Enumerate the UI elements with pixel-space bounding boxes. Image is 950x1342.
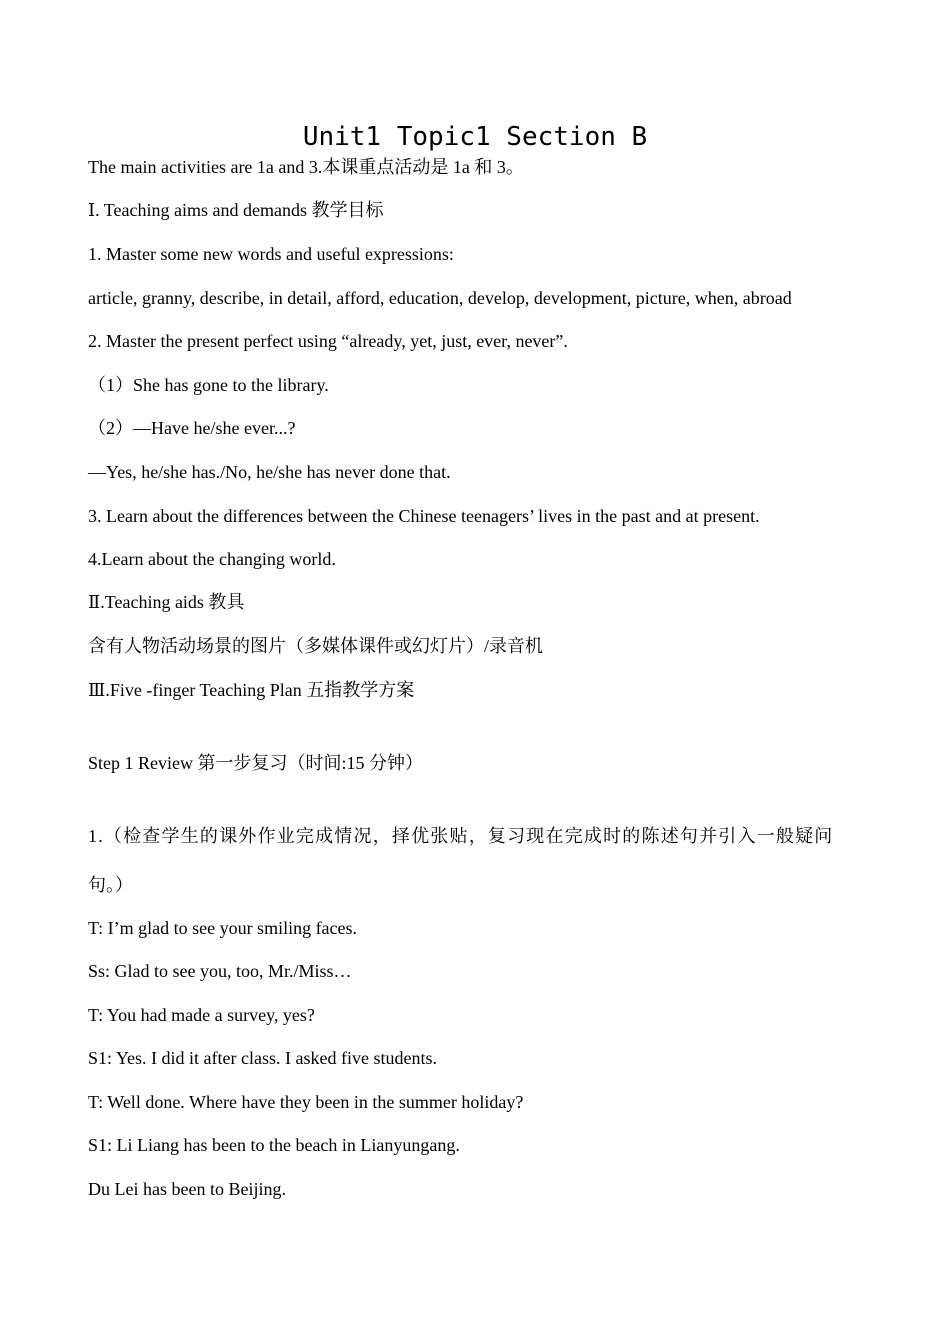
dialogue-line: S1: Li Liang has been to the beach in Lianyungang. <box>88 1135 460 1155</box>
example-answer: —Yes, he/she has./No, he/she has never done that. <box>88 462 451 482</box>
aim-item-3: 3. Learn about the differences between the Chinese teenagers’ lives in the past and at present. <box>88 506 760 526</box>
example-sentence-2: （2）—Have he/she ever...? <box>88 418 296 438</box>
aim-item-2: 2. Master the present perfect using “already, yet, just, ever, never”. <box>88 331 568 351</box>
main-activities-line: The main activities are 1a and 3.本课重点活动是 1a 和 3。 <box>88 157 524 177</box>
example-sentence-1: （1）She has gone to the library. <box>88 375 329 395</box>
aids-description: 含有人物活动场景的图片（多媒体课件或幻灯片）/录音机 <box>88 636 543 656</box>
vocabulary-list: article, granny, describe, in detail, afford, education, develop, development, picture, when, abroad <box>88 288 792 308</box>
dialogue-line: T: You had made a survey, yes? <box>88 1005 315 1025</box>
aim-item-4: 4.Learn about the changing world. <box>88 549 336 569</box>
step-1-heading: Step 1 Review 第一步复习（时间:15 分钟） <box>88 753 423 773</box>
section-heading-aims: Ⅰ. Teaching aims and demands 教学目标 <box>88 200 384 220</box>
dialogue-line: Ss: Glad to see you, too, Mr./Miss… <box>88 961 352 981</box>
page-title: Unit1 Topic1 Section B <box>302 122 648 152</box>
aim-item-1: 1. Master some new words and useful expressions: <box>88 244 454 264</box>
dialogue-line: Du Lei has been to Beijing. <box>88 1179 286 1199</box>
section-heading-aids: Ⅱ.Teaching aids 教具 <box>88 592 245 612</box>
step-1-instruction: 1.（检查学生的课外作业完成情况，择优张贴，复习现在完成时的陈述句并引入一般疑问 <box>88 826 834 846</box>
dialogue-line: T: Well done. Where have they been in the summer holiday? <box>88 1092 524 1112</box>
step-1-instruction-cont: 句。） <box>88 875 133 895</box>
section-heading-plan: Ⅲ.Five -finger Teaching Plan 五指教学方案 <box>88 680 415 700</box>
dialogue-line: T: I’m glad to see your smiling faces. <box>88 918 358 938</box>
dialogue-line: S1: Yes. I did it after class. I asked five students. <box>88 1048 437 1068</box>
